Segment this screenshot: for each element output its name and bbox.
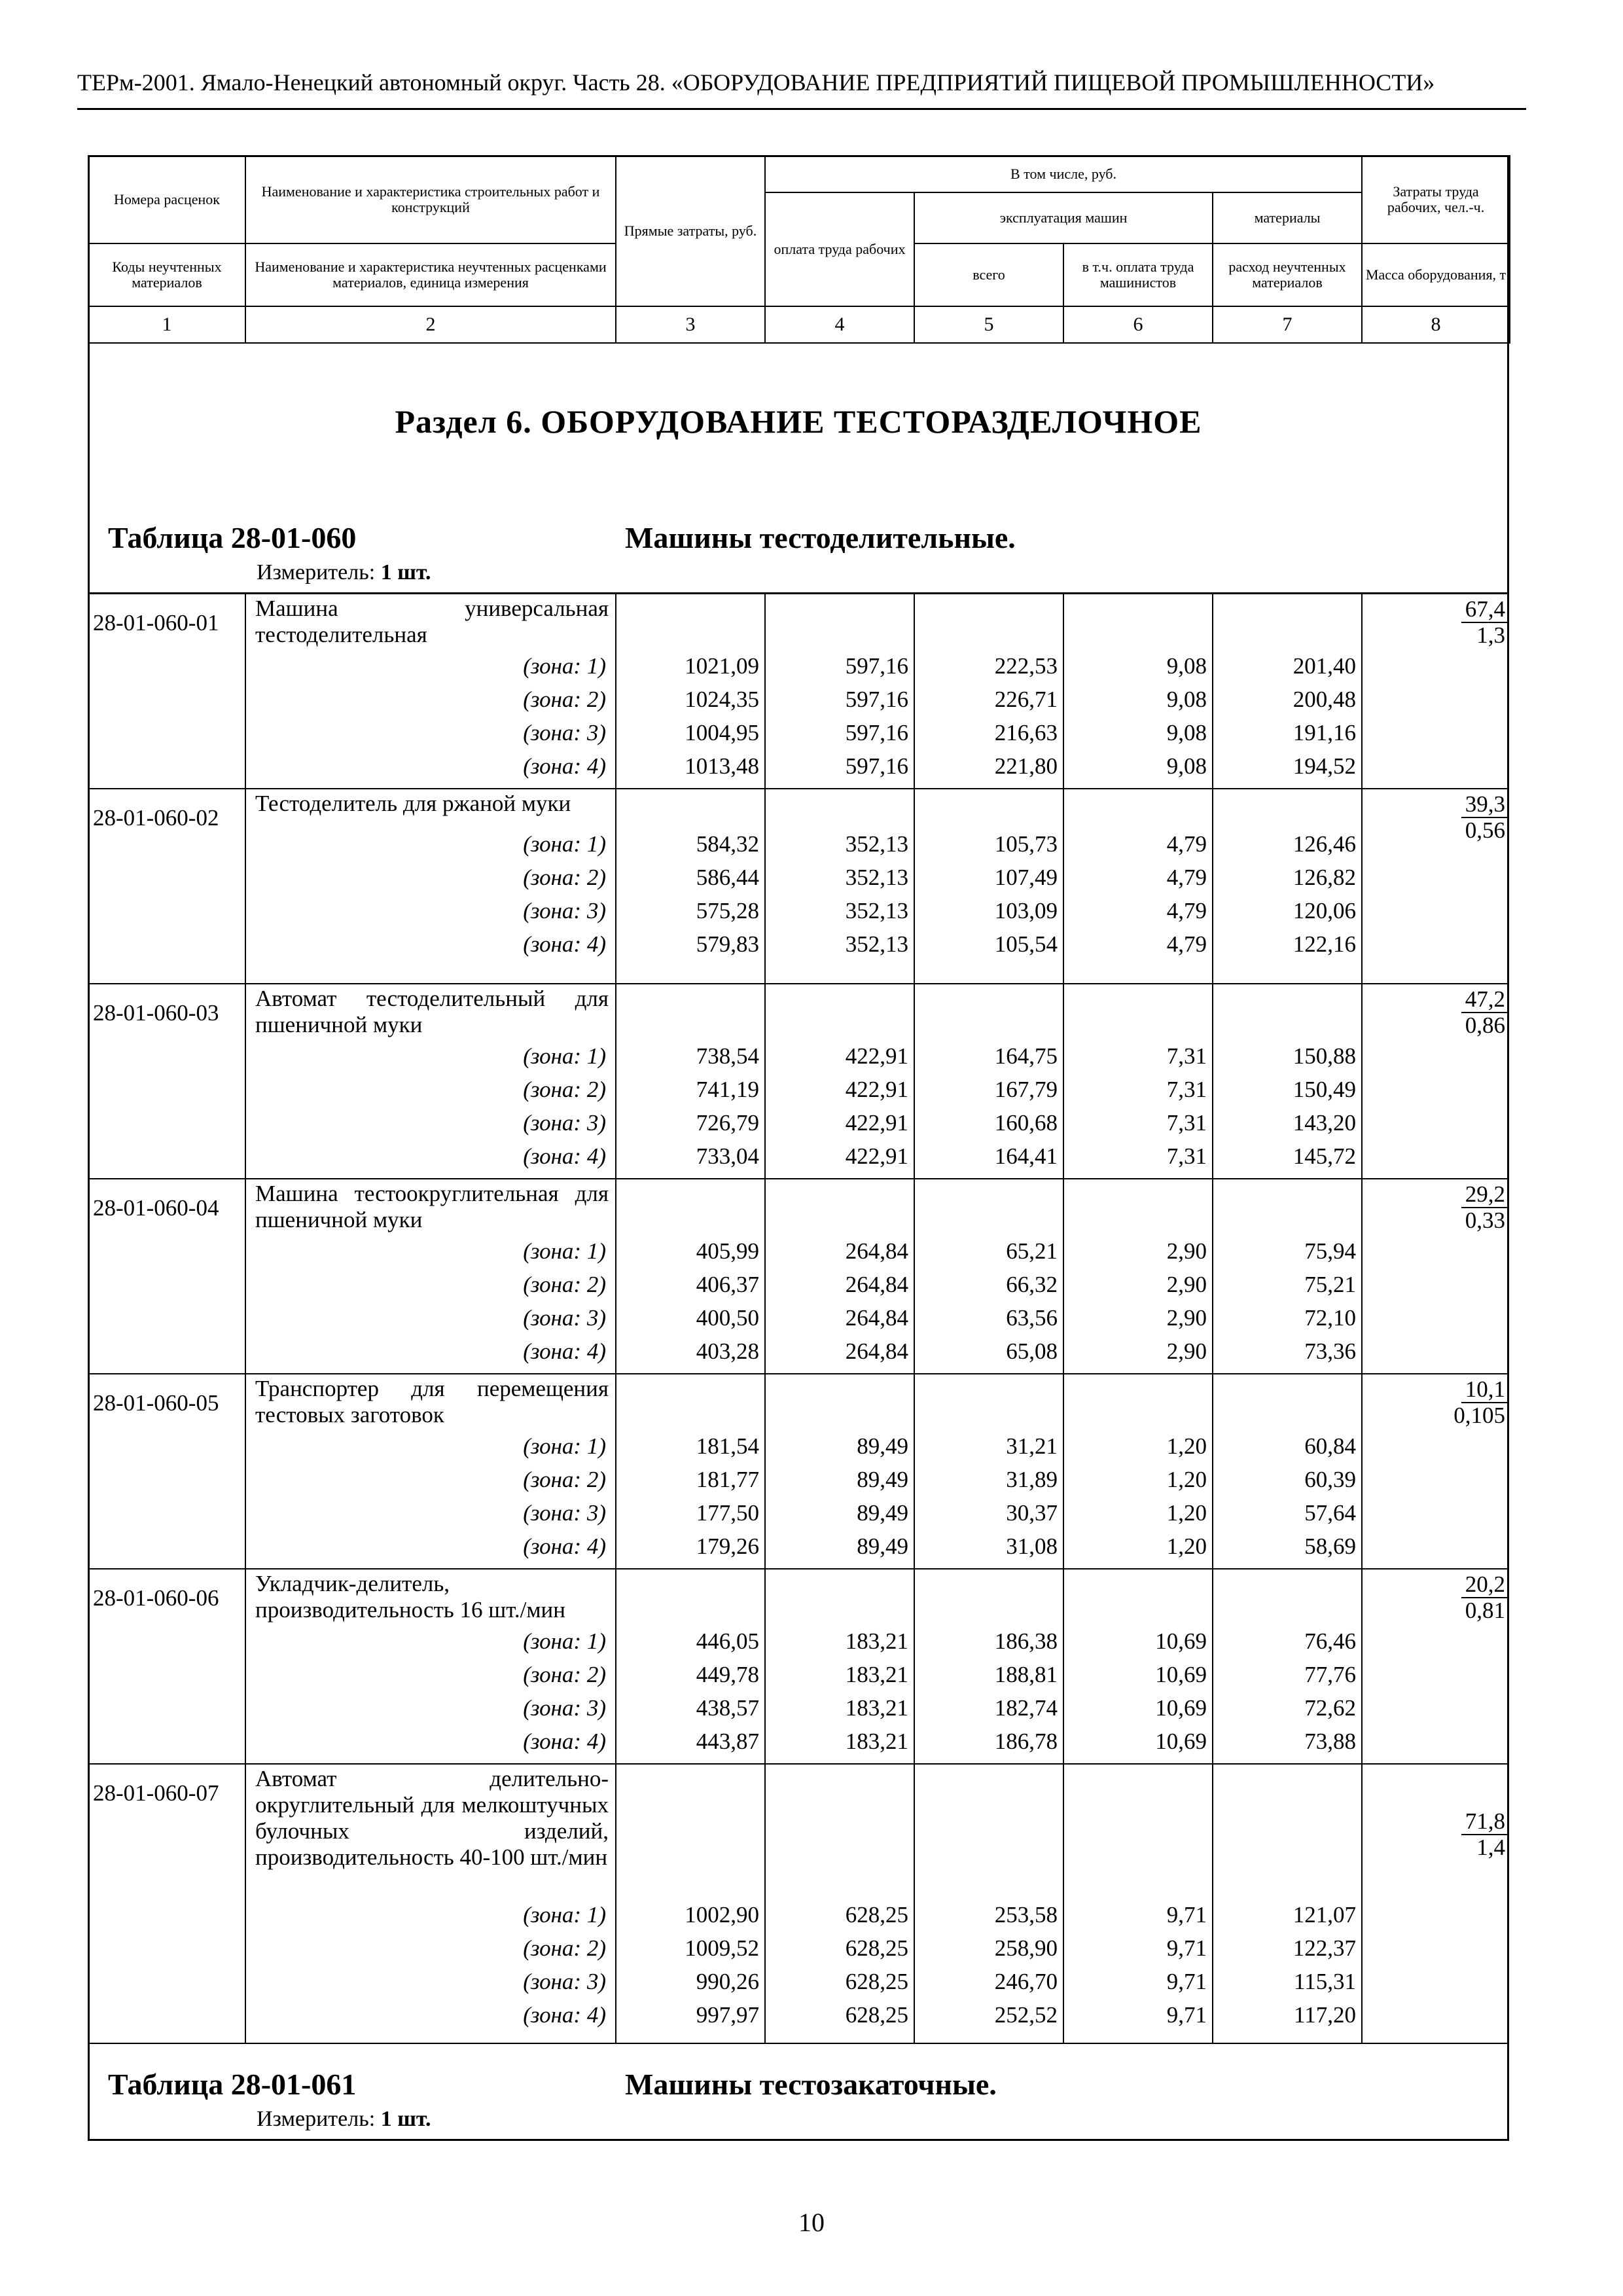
labor-mass-fraction (1368, 1572, 1508, 1623)
wages: 628,25 (845, 2002, 908, 2028)
wages: 264,84 (845, 1305, 908, 1331)
operator-wages: 9,71 (1166, 2002, 1207, 2028)
zone-label: (зона: 2) (523, 1662, 606, 1687)
column-divider (764, 983, 766, 1178)
wages: 597,16 (845, 687, 908, 712)
column-divider (245, 1178, 246, 1373)
column-divider (1212, 1373, 1213, 1568)
materials-cost: 73,36 (1304, 1338, 1356, 1364)
materials-cost: 72,62 (1304, 1695, 1356, 1721)
direct-cost: 579,83 (696, 931, 759, 957)
wages: 89,49 (857, 1433, 908, 1459)
materials-cost: 60,84 (1304, 1433, 1356, 1459)
column-divider (1212, 983, 1213, 1178)
materials-cost: 73,88 (1304, 1729, 1356, 1754)
wages: 352,13 (845, 865, 908, 890)
rate-name: Машина тестоокруглительная для пшеничной муки (255, 1181, 609, 1232)
machine-cost: 253,58 (994, 1902, 1058, 1928)
operator-wages: 7,31 (1166, 1043, 1207, 1069)
column-divider (914, 1568, 915, 1763)
labor-mass-fraction (1368, 1182, 1508, 1233)
column-divider (1361, 1373, 1363, 1568)
direct-cost: 177,50 (696, 1500, 759, 1526)
equipment-mass: 0,86 (1465, 1013, 1505, 1038)
wages: 597,16 (845, 753, 908, 779)
table-caption: Таблица 28-01-060 (108, 521, 357, 554)
machine-cost: 164,41 (994, 1143, 1058, 1169)
operator-wages: 9,08 (1166, 720, 1207, 745)
equipment-mass: 1,3 (1476, 622, 1505, 648)
column-number: 7 (1213, 306, 1362, 343)
table-name: Машины тестозакаточные. (625, 2068, 997, 2101)
page-number: 10 (798, 2208, 825, 2237)
direct-cost: 990,26 (696, 1969, 759, 1994)
header-col3: Прямые затраты, руб. (616, 156, 765, 306)
rate-name: Транспортер для перемещения тестовых заготовок (255, 1376, 609, 1427)
direct-cost: 584,32 (696, 831, 759, 857)
wages: 628,25 (845, 1935, 908, 1961)
direct-cost: 741,19 (696, 1077, 759, 1102)
wages: 422,91 (845, 1110, 908, 1136)
direct-cost: 1013,48 (685, 753, 759, 779)
materials-cost: 57,64 (1304, 1500, 1356, 1526)
column-number: 8 (1362, 306, 1510, 343)
operator-wages: 9,71 (1166, 1902, 1207, 1928)
labor-cost: 39,3 (1461, 792, 1508, 818)
column-divider (914, 788, 915, 983)
row-separator (88, 593, 1509, 594)
machine-cost: 246,70 (994, 1969, 1058, 1994)
column-divider (914, 1763, 915, 2043)
column-divider (1063, 593, 1064, 788)
header-col6: в т.ч. оплата труда машинистов (1063, 243, 1213, 306)
wages: 264,84 (845, 1238, 908, 1264)
table-name: Машины тестоделительные. (625, 521, 1016, 554)
zone-label: (зона: 4) (523, 1729, 606, 1754)
wages: 352,13 (845, 898, 908, 924)
column-divider (1212, 1763, 1213, 2043)
column-divider (764, 788, 766, 983)
column-divider (1361, 1763, 1363, 2043)
zone-label: (зона: 4) (523, 1338, 606, 1364)
rate-code: 28-01-060-06 (93, 1585, 219, 1611)
row-separator (88, 788, 1509, 789)
zone-label: (зона: 1) (523, 1238, 606, 1264)
column-divider (1361, 1178, 1363, 1373)
column-divider (1063, 1373, 1064, 1568)
zone-label: (зона: 1) (523, 831, 606, 857)
column-divider (914, 1373, 915, 1568)
rate-name: Укладчик-делитель, производительность 16 шт./мин (255, 1571, 565, 1623)
rate-code: 28-01-060-04 (93, 1195, 219, 1221)
column-divider (914, 1178, 915, 1373)
wages: 89,49 (857, 1500, 908, 1526)
machine-cost: 226,71 (994, 687, 1058, 712)
machine-cost: 182,74 (994, 1695, 1058, 1721)
column-number: 2 (245, 306, 616, 343)
operator-wages: 9,71 (1166, 1935, 1207, 1961)
unit-line (257, 2107, 431, 2132)
labor-mass-fraction (1368, 1377, 1508, 1428)
operator-wages: 4,79 (1166, 831, 1207, 857)
equipment-mass: 0,105 (1454, 1403, 1505, 1428)
column-divider (914, 593, 915, 788)
row-separator (88, 983, 1509, 984)
unit-line (257, 560, 431, 585)
operator-wages: 9,71 (1166, 1969, 1207, 1994)
operator-wages: 4,79 (1166, 931, 1207, 957)
zone-label: (зона: 1) (523, 1043, 606, 1069)
zone-label: (зона: 4) (523, 1534, 606, 1559)
column-divider (1361, 593, 1363, 788)
operator-wages: 9,08 (1166, 687, 1207, 712)
machine-cost: 30,37 (1006, 1500, 1058, 1526)
direct-cost: 726,79 (696, 1110, 759, 1136)
zone-label: (зона: 3) (523, 1969, 606, 1994)
unit-value: 1 шт. (380, 560, 431, 584)
row-separator (88, 1178, 1509, 1179)
materials-cost: 58,69 (1304, 1534, 1356, 1559)
column-divider (764, 1763, 766, 2043)
direct-cost: 1021,09 (685, 653, 759, 679)
materials-cost: 72,10 (1304, 1305, 1356, 1331)
labor-cost: 29,2 (1461, 1182, 1508, 1208)
header-rule (77, 108, 1526, 110)
labor-mass-fraction (1368, 597, 1508, 648)
direct-cost: 446,05 (696, 1628, 759, 1654)
wages: 264,84 (845, 1338, 908, 1364)
materials-cost: 200,48 (1293, 687, 1356, 712)
machine-cost: 186,38 (994, 1628, 1058, 1654)
materials-cost: 122,16 (1293, 931, 1356, 957)
unit-label: Измеритель: (257, 2107, 376, 2131)
rate-code: 28-01-060-07 (93, 1780, 219, 1806)
wages: 183,21 (845, 1628, 908, 1654)
machine-cost: 160,68 (994, 1110, 1058, 1136)
zone-label: (зона: 1) (523, 1902, 606, 1928)
operator-wages: 10,69 (1155, 1662, 1207, 1687)
wages: 89,49 (857, 1534, 908, 1559)
machine-cost: 186,78 (994, 1729, 1058, 1754)
materials-cost: 126,46 (1293, 831, 1356, 857)
zone-label: (зона: 2) (523, 1935, 606, 1961)
direct-cost: 575,28 (696, 898, 759, 924)
labor-mass-fraction (1368, 1809, 1508, 1860)
direct-cost: 738,54 (696, 1043, 759, 1069)
header-col1-top: Номера расценок (88, 156, 245, 243)
wages: 422,91 (845, 1043, 908, 1069)
table-end-rule (88, 2043, 1509, 2044)
materials-cost: 191,16 (1293, 720, 1356, 745)
machine-cost: 216,63 (994, 720, 1058, 745)
column-divider (764, 1568, 766, 1763)
machine-cost: 31,21 (1006, 1433, 1058, 1459)
operator-wages: 1,20 (1166, 1534, 1207, 1559)
column-divider (245, 1568, 246, 1763)
operator-wages: 1,20 (1166, 1500, 1207, 1526)
zone-label: (зона: 1) (523, 1628, 606, 1654)
direct-cost: 179,26 (696, 1534, 759, 1559)
column-divider (245, 1763, 246, 2043)
materials-cost: 194,52 (1293, 753, 1356, 779)
header-col5: всего (914, 243, 1063, 306)
labor-cost: 71,8 (1461, 1809, 1508, 1835)
zone-label: (зона: 2) (523, 687, 606, 712)
zone-label: (зона: 3) (523, 1305, 606, 1331)
column-divider (1361, 788, 1363, 983)
labor-cost: 47,2 (1461, 987, 1508, 1013)
labor-mass-fraction (1368, 987, 1508, 1038)
column-divider (245, 593, 246, 788)
machine-cost: 65,08 (1006, 1338, 1058, 1364)
materials-cost: 143,20 (1293, 1110, 1356, 1136)
direct-cost: 1009,52 (685, 1935, 759, 1961)
machine-cost: 164,75 (994, 1043, 1058, 1069)
zone-label: (зона: 1) (523, 653, 606, 679)
materials-cost: 115,31 (1294, 1969, 1356, 1994)
column-divider (245, 983, 246, 1178)
operator-wages: 10,69 (1155, 1628, 1207, 1654)
materials-cost: 60,39 (1304, 1467, 1356, 1492)
wages: 183,21 (845, 1662, 908, 1687)
rate-code: 28-01-060-01 (93, 610, 219, 636)
column-divider (1212, 788, 1213, 983)
machine-cost: 188,81 (994, 1662, 1058, 1687)
rate-name: Тестоделитель для ржаной муки (255, 791, 571, 816)
header-col1-bottom: Коды неучтенных материалов (88, 243, 245, 306)
machine-cost: 258,90 (994, 1935, 1058, 1961)
materials-cost: 120,06 (1293, 898, 1356, 924)
materials-cost: 150,88 (1293, 1043, 1356, 1069)
materials-cost: 126,82 (1293, 865, 1356, 890)
column-divider (615, 788, 616, 983)
materials-cost: 150,49 (1293, 1077, 1356, 1102)
column-divider (1063, 1763, 1064, 2043)
column-number: 3 (616, 306, 765, 343)
rate-code: 28-01-060-05 (93, 1390, 219, 1416)
zone-label: (зона: 3) (523, 1695, 606, 1721)
operator-wages: 4,79 (1166, 865, 1207, 890)
zone-label: (зона: 2) (523, 865, 606, 890)
direct-cost: 403,28 (696, 1338, 759, 1364)
machine-cost: 63,56 (1006, 1305, 1058, 1331)
wages: 352,13 (845, 931, 908, 957)
header-col8-bottom: Масса оборудования, т (1362, 243, 1510, 306)
operator-wages: 9,08 (1166, 753, 1207, 779)
materials-cost: 122,37 (1293, 1935, 1356, 1961)
header-col2-bottom: Наименование и характеристика неучтенных расценками материалов, единица измерения (245, 243, 616, 306)
unit-label: Измеритель: (257, 560, 376, 584)
operator-wages: 7,31 (1166, 1143, 1207, 1169)
column-divider (1212, 1178, 1213, 1373)
zone-label: (зона: 3) (523, 898, 606, 924)
row-separator (88, 1568, 1509, 1570)
column-number: 6 (1063, 306, 1213, 343)
direct-cost: 1002,90 (685, 1902, 759, 1928)
rate-name: Автомат тестоделительный для пшеничной муки (255, 986, 609, 1037)
operator-wages: 2,90 (1166, 1238, 1207, 1264)
column-divider (1361, 983, 1363, 1178)
zone-label: (зона: 3) (523, 1110, 606, 1136)
zone-label: (зона: 2) (523, 1272, 606, 1297)
rate-code: 28-01-060-03 (93, 1000, 219, 1026)
column-divider (615, 1568, 616, 1763)
machine-cost: 222,53 (994, 653, 1058, 679)
header-col4: оплата труда рабочих (765, 192, 914, 306)
column-divider (1361, 1568, 1363, 1763)
equipment-mass: 1,4 (1476, 1835, 1505, 1860)
wages: 183,21 (845, 1695, 908, 1721)
materials-cost: 75,94 (1304, 1238, 1356, 1264)
direct-cost: 405,99 (696, 1238, 759, 1264)
column-divider (1063, 1178, 1064, 1373)
machine-cost: 105,54 (994, 931, 1058, 957)
unit-value: 1 шт. (380, 2107, 431, 2131)
wages: 597,16 (845, 720, 908, 745)
machine-cost: 252,52 (994, 2002, 1058, 2028)
equipment-mass: 0,33 (1465, 1208, 1505, 1233)
wages: 183,21 (845, 1729, 908, 1754)
column-divider (914, 983, 915, 1178)
header-machines: эксплуатация машин (914, 192, 1213, 243)
wages: 628,25 (845, 1902, 908, 1928)
direct-cost: 586,44 (696, 865, 759, 890)
column-divider (245, 1373, 246, 1568)
header-col7: расход неучтенных материалов (1213, 243, 1362, 306)
labor-cost: 10,1 (1461, 1377, 1508, 1403)
direct-cost: 438,57 (696, 1695, 759, 1721)
direct-cost: 181,54 (696, 1433, 759, 1459)
column-number: 4 (765, 306, 914, 343)
machine-cost: 221,80 (994, 753, 1058, 779)
column-divider (615, 593, 616, 788)
header-col8-top: Затраты труда рабочих, чел.-ч. (1362, 156, 1510, 243)
machine-cost: 66,32 (1006, 1272, 1058, 1297)
zone-label: (зона: 4) (523, 2002, 606, 2028)
materials-cost: 201,40 (1293, 653, 1356, 679)
materials-cost: 75,21 (1304, 1272, 1356, 1297)
machine-cost: 65,21 (1006, 1238, 1058, 1264)
column-divider (615, 983, 616, 1178)
operator-wages: 10,69 (1155, 1729, 1207, 1754)
wages: 352,13 (845, 831, 908, 857)
machine-cost: 107,49 (994, 865, 1058, 890)
materials-cost: 77,76 (1304, 1662, 1356, 1687)
operator-wages: 7,31 (1166, 1077, 1207, 1102)
column-divider (615, 1178, 616, 1373)
machine-cost: 31,08 (1006, 1534, 1058, 1559)
column-number: 5 (914, 306, 1063, 343)
zone-label: (зона: 4) (523, 931, 606, 957)
direct-cost: 733,04 (696, 1143, 759, 1169)
direct-cost: 406,37 (696, 1272, 759, 1297)
machine-cost: 167,79 (994, 1077, 1058, 1102)
machine-cost: 103,09 (994, 898, 1058, 924)
direct-cost: 1004,95 (685, 720, 759, 745)
column-divider (245, 788, 246, 983)
wages: 89,49 (857, 1467, 908, 1492)
column-divider (764, 1373, 766, 1568)
column-divider (615, 1763, 616, 2043)
section-title: Раздел 6. ОБОРУДОВАНИЕ ТЕСТОРАЗДЕЛОЧНОЕ (395, 403, 1202, 440)
rate-code: 28-01-060-02 (93, 805, 219, 831)
zone-label: (зона: 3) (523, 1500, 606, 1526)
column-divider (764, 593, 766, 788)
direct-cost: 1024,35 (685, 687, 759, 712)
column-divider (1063, 983, 1064, 1178)
header-materials: материалы (1213, 192, 1362, 243)
materials-cost: 117,20 (1294, 2002, 1356, 2028)
rate-name: Автомат делительно-округлительный для мелкоштучных булочных изделий, производительность 40-100 шт./мин (255, 1766, 609, 1870)
wages: 597,16 (845, 653, 908, 679)
equipment-mass: 0,81 (1465, 1598, 1505, 1623)
wages: 628,25 (845, 1969, 908, 1994)
column-divider (1063, 788, 1064, 983)
wages: 422,91 (845, 1077, 908, 1102)
operator-wages: 7,31 (1166, 1110, 1207, 1136)
machine-cost: 105,73 (994, 831, 1058, 857)
direct-cost: 997,97 (696, 2002, 759, 2028)
materials-cost: 145,72 (1293, 1143, 1356, 1169)
direct-cost: 449,78 (696, 1662, 759, 1687)
column-divider (764, 1178, 766, 1373)
operator-wages: 4,79 (1166, 898, 1207, 924)
table-caption: Таблица 28-01-061 (108, 2068, 357, 2101)
equipment-mass: 0,56 (1465, 817, 1505, 843)
wages: 422,91 (845, 1143, 908, 1169)
operator-wages: 10,69 (1155, 1695, 1207, 1721)
row-separator (88, 1373, 1509, 1374)
column-number: 1 (88, 306, 245, 343)
operator-wages: 2,90 (1166, 1338, 1207, 1364)
machine-cost: 31,89 (1006, 1467, 1058, 1492)
column-divider (1212, 593, 1213, 788)
zone-label: (зона: 4) (523, 1143, 606, 1169)
direct-cost: 443,87 (696, 1729, 759, 1754)
header-incl: В том числе, руб. (765, 156, 1362, 192)
materials-cost: 76,46 (1304, 1628, 1356, 1654)
operator-wages: 2,90 (1166, 1305, 1207, 1331)
labor-mass-fraction (1368, 792, 1508, 843)
zone-label: (зона: 2) (523, 1077, 606, 1102)
zone-label: (зона: 4) (523, 753, 606, 779)
direct-cost: 400,50 (696, 1305, 759, 1331)
direct-cost: 181,77 (696, 1467, 759, 1492)
column-divider (1212, 1568, 1213, 1763)
zone-label: (зона: 2) (523, 1467, 606, 1492)
operator-wages: 1,20 (1166, 1467, 1207, 1492)
operator-wages: 2,90 (1166, 1272, 1207, 1297)
materials-cost: 121,07 (1293, 1902, 1356, 1928)
zone-label: (зона: 3) (523, 720, 606, 745)
labor-cost: 20,2 (1461, 1572, 1508, 1598)
row-separator (88, 1763, 1509, 1765)
column-divider (1063, 1568, 1064, 1763)
header-col2-top: Наименование и характеристика строительных работ и конструкций (245, 156, 616, 243)
operator-wages: 9,08 (1166, 653, 1207, 679)
column-divider (615, 1373, 616, 1568)
wages: 264,84 (845, 1272, 908, 1297)
operator-wages: 1,20 (1166, 1433, 1207, 1459)
running-title: ТЕРм-2001. Ямало-Ненецкий автономный округ. Часть 28. «ОБОРУДОВАНИЕ ПРЕДПРИЯТИЙ ПИЩЕВОЙ ПРОМЫШЛЕННОСТИ» (77, 69, 1435, 96)
rate-name: Машина универсальная тестоделительная (255, 596, 609, 647)
labor-cost: 67,4 (1461, 597, 1508, 623)
zone-label: (зона: 1) (523, 1433, 606, 1459)
